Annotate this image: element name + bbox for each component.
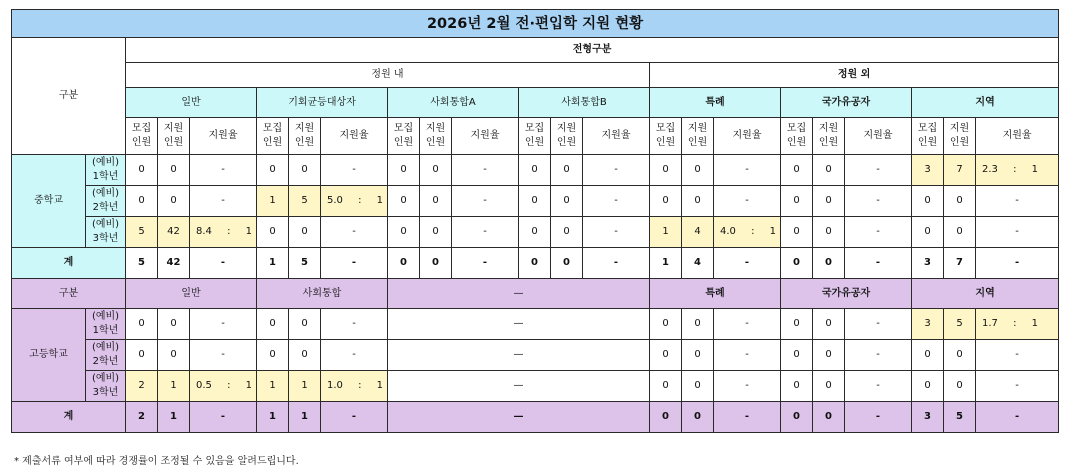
jiwon-total: 0 <box>813 402 845 433</box>
category-header: 특례 <box>650 88 781 118</box>
rate-cell: - <box>190 340 257 371</box>
jiwon-value: 0 <box>158 340 190 371</box>
jiwon-total: 0 <box>682 402 714 433</box>
jiwon-header: 지원 인원 <box>289 118 321 155</box>
rate-header: 지원율 <box>976 118 1059 155</box>
mojip-value: 0 <box>781 340 813 371</box>
rate-cell: - <box>976 371 1059 402</box>
gubun-header-high: 구분 <box>12 279 126 309</box>
mojip-value: 0 <box>650 186 682 217</box>
dash-cell: — <box>388 340 650 371</box>
category-header: 국가유공자 <box>781 279 912 309</box>
mojip-value: 0 <box>126 309 158 340</box>
jiwon-value: 0 <box>420 186 452 217</box>
rate-cell: - <box>845 309 912 340</box>
rate-cell: - <box>452 155 519 186</box>
category-header: 일반 <box>126 279 257 309</box>
dash-cell: — <box>388 371 650 402</box>
mojip-header: 모집 인원 <box>912 118 944 155</box>
rate-cell <box>190 371 257 402</box>
mojip-total: 3 <box>912 402 944 433</box>
jiwon-value: 0 <box>944 340 976 371</box>
dash-cell: — <box>388 279 650 309</box>
mojip-value: 0 <box>519 186 551 217</box>
footnote: * 제출서류 여부에 따라 경쟁률이 조정될 수 있음을 알려드립니다. <box>14 456 299 467</box>
rate-cell: - <box>714 186 781 217</box>
rate-total: - <box>845 402 912 433</box>
rate-value: 1.0 : 1 <box>327 380 383 391</box>
rate-header: 지원율 <box>583 118 650 155</box>
jiwon-value: 0 <box>813 309 845 340</box>
mojip-value: 0 <box>650 371 682 402</box>
gubun-header: 구분 <box>12 38 126 155</box>
grade-label: (예비) 2학년 <box>86 340 126 371</box>
rate-total: - <box>976 248 1059 279</box>
jiwon-value: 0 <box>551 217 583 248</box>
rate-cell: - <box>321 217 388 248</box>
rate-cell: - <box>190 186 257 217</box>
category-header: 사회통합A <box>388 88 519 118</box>
jiwon-value: 0 <box>944 371 976 402</box>
rate-header: 지원율 <box>714 118 781 155</box>
category-header: 지역 <box>912 88 1059 118</box>
mojip-value: 3 <box>912 309 944 340</box>
jiwon-value: 4 <box>682 217 714 248</box>
jiwon-value: 0 <box>420 217 452 248</box>
table-title: 2026년 2월 전·편입학 지원 현황 <box>12 10 1059 38</box>
jiwon-value: 0 <box>813 155 845 186</box>
school-label: 고등학교 <box>12 309 86 402</box>
mojip-header: 모집 인원 <box>781 118 813 155</box>
jiwon-total: 1 <box>289 402 321 433</box>
mojip-header: 모집 인원 <box>388 118 420 155</box>
rate-cell <box>190 217 257 248</box>
jiwon-header: 지원 인원 <box>813 118 845 155</box>
rate-total: - <box>190 402 257 433</box>
rate-value: 5.0 : 1 <box>327 195 383 206</box>
mojip-value: 5 <box>126 217 158 248</box>
rate-value: 1.7 : 1 <box>982 318 1038 329</box>
rate-total: - <box>190 248 257 279</box>
rate-cell: - <box>452 186 519 217</box>
rate-cell: - <box>321 309 388 340</box>
mojip-value: 0 <box>519 217 551 248</box>
rate-cell: - <box>190 155 257 186</box>
rate-cell: - <box>845 217 912 248</box>
mojip-value: 0 <box>650 309 682 340</box>
rate-header: 지원율 <box>452 118 519 155</box>
mojip-total: 1 <box>257 402 289 433</box>
jiwon-value: 7 <box>944 155 976 186</box>
jiwon-value: 0 <box>944 217 976 248</box>
rate-value: 2.3 : 1 <box>982 164 1038 175</box>
jeonhyeong-header: 전형구분 <box>126 38 1059 63</box>
rate-total: - <box>452 248 519 279</box>
jiwon-value: 0 <box>289 217 321 248</box>
jiwon-total: 42 <box>158 248 190 279</box>
category-header: 사회통합 <box>257 279 388 309</box>
jiwon-value: 0 <box>551 155 583 186</box>
grade-label: (예비) 2학년 <box>86 186 126 217</box>
jiwon-value: 5 <box>289 186 321 217</box>
mojip-total: 3 <box>912 248 944 279</box>
rate-cell: - <box>583 217 650 248</box>
rate-total: - <box>714 402 781 433</box>
mojip-value: 0 <box>519 155 551 186</box>
mojip-total: 0 <box>650 402 682 433</box>
mojip-total: 0 <box>781 402 813 433</box>
mojip-total: 0 <box>781 248 813 279</box>
category-header: 국가유공자 <box>781 88 912 118</box>
rate-cell: - <box>976 186 1059 217</box>
jiwon-value: 0 <box>289 340 321 371</box>
jiwon-value: 0 <box>551 186 583 217</box>
mojip-header: 모집 인원 <box>126 118 158 155</box>
mojip-value: 0 <box>388 217 420 248</box>
category-header: 지역 <box>912 279 1059 309</box>
dash-cell: — <box>388 402 650 433</box>
jiwon-value: 0 <box>289 309 321 340</box>
jiwon-value: 1 <box>158 371 190 402</box>
rate-cell: - <box>976 340 1059 371</box>
mojip-total: 1 <box>257 248 289 279</box>
jiwon-total: 7 <box>944 248 976 279</box>
jiwon-header: 지원 인원 <box>682 118 714 155</box>
mojip-value: 0 <box>912 371 944 402</box>
jiwon-value: 0 <box>158 186 190 217</box>
mojip-value: 1 <box>257 186 289 217</box>
mojip-value: 0 <box>126 186 158 217</box>
outside-header: 정원 외 <box>650 63 1059 88</box>
grade-label: (예비) 3학년 <box>86 371 126 402</box>
jiwon-value: 0 <box>682 340 714 371</box>
mojip-total: 1 <box>650 248 682 279</box>
jiwon-header: 지원 인원 <box>944 118 976 155</box>
jiwon-header: 지원 인원 <box>551 118 583 155</box>
mojip-value: 0 <box>912 340 944 371</box>
rate-cell <box>714 217 781 248</box>
rate-cell: - <box>321 340 388 371</box>
category-header: 기회균등대상자 <box>257 88 388 118</box>
jiwon-value: 1 <box>289 371 321 402</box>
rate-cell: - <box>321 155 388 186</box>
rate-total: - <box>321 402 388 433</box>
mojip-value: 1 <box>650 217 682 248</box>
mojip-value: 0 <box>781 371 813 402</box>
category-header: 일반 <box>126 88 257 118</box>
mojip-header: 모집 인원 <box>257 118 289 155</box>
mojip-value: 0 <box>388 155 420 186</box>
rate-cell <box>976 155 1059 186</box>
grade-label: (예비) 1학년 <box>86 155 126 186</box>
jiwon-value: 0 <box>813 217 845 248</box>
rate-total: - <box>714 248 781 279</box>
mojip-value: 0 <box>257 340 289 371</box>
jiwon-total: 0 <box>551 248 583 279</box>
mojip-value: 0 <box>781 309 813 340</box>
rate-cell: - <box>583 186 650 217</box>
rate-cell: - <box>845 340 912 371</box>
mojip-value: 2 <box>126 371 158 402</box>
mojip-total: 0 <box>388 248 420 279</box>
jiwon-total: 0 <box>813 248 845 279</box>
mojip-value: 0 <box>388 186 420 217</box>
mojip-value: 0 <box>257 155 289 186</box>
mojip-value: 0 <box>257 309 289 340</box>
mojip-value: 0 <box>257 217 289 248</box>
school-label: 중학교 <box>12 155 86 248</box>
jiwon-total: 1 <box>158 402 190 433</box>
mojip-total: 5 <box>126 248 158 279</box>
rate-cell: - <box>714 155 781 186</box>
mojip-value: 0 <box>126 340 158 371</box>
rate-cell: - <box>583 155 650 186</box>
rate-total: - <box>583 248 650 279</box>
mojip-value: 3 <box>912 155 944 186</box>
total-label: 계 <box>12 248 126 279</box>
jiwon-value: 42 <box>158 217 190 248</box>
jiwon-value: 0 <box>813 340 845 371</box>
grade-label: (예비) 1학년 <box>86 309 126 340</box>
rate-total: - <box>321 248 388 279</box>
jiwon-total: 0 <box>420 248 452 279</box>
jiwon-value: 0 <box>289 155 321 186</box>
jiwon-value: 0 <box>682 186 714 217</box>
rate-cell <box>321 186 388 217</box>
rate-cell: - <box>845 186 912 217</box>
jiwon-total: 5 <box>289 248 321 279</box>
total-label: 계 <box>12 402 126 433</box>
rate-total: - <box>845 248 912 279</box>
admission-table <box>11 9 1059 433</box>
mojip-value: 0 <box>126 155 158 186</box>
rate-header: 지원율 <box>321 118 388 155</box>
jiwon-value: 0 <box>158 155 190 186</box>
rate-cell: - <box>452 217 519 248</box>
jiwon-total: 5 <box>944 402 976 433</box>
grade-label: (예비) 3학년 <box>86 217 126 248</box>
jiwon-header: 지원 인원 <box>420 118 452 155</box>
jiwon-value: 5 <box>944 309 976 340</box>
jiwon-value: 0 <box>813 186 845 217</box>
mojip-total: 0 <box>519 248 551 279</box>
category-header: 특례 <box>650 279 781 309</box>
jiwon-value: 0 <box>682 155 714 186</box>
jiwon-value: 0 <box>682 309 714 340</box>
rate-value: 0.5 : 1 <box>196 380 252 391</box>
rate-header: 지원율 <box>845 118 912 155</box>
rate-cell: - <box>714 309 781 340</box>
mojip-total: 2 <box>126 402 158 433</box>
jiwon-value: 0 <box>813 371 845 402</box>
jiwon-value: 0 <box>682 371 714 402</box>
rate-total: - <box>976 402 1059 433</box>
mojip-header: 모집 인원 <box>650 118 682 155</box>
mojip-value: 0 <box>650 155 682 186</box>
rate-cell: - <box>190 309 257 340</box>
jiwon-value: 0 <box>420 155 452 186</box>
rate-cell: - <box>845 155 912 186</box>
mojip-value: 0 <box>912 217 944 248</box>
mojip-value: 0 <box>781 217 813 248</box>
mojip-value: 0 <box>781 155 813 186</box>
jiwon-total: 4 <box>682 248 714 279</box>
rate-cell: - <box>976 217 1059 248</box>
rate-cell: - <box>845 371 912 402</box>
category-header: 사회통합B <box>519 88 650 118</box>
mojip-value: 0 <box>650 340 682 371</box>
mojip-value: 1 <box>257 371 289 402</box>
rate-value: 4.0 : 1 <box>720 226 776 237</box>
rate-value: 8.4 : 1 <box>196 226 252 237</box>
jiwon-value: 0 <box>944 186 976 217</box>
admission-status-sheet <box>11 9 1058 433</box>
rate-cell: - <box>714 371 781 402</box>
jiwon-header: 지원 인원 <box>158 118 190 155</box>
jiwon-value: 0 <box>158 309 190 340</box>
rate-header: 지원율 <box>190 118 257 155</box>
rate-cell: - <box>714 340 781 371</box>
rate-cell <box>976 309 1059 340</box>
mojip-header: 모집 인원 <box>519 118 551 155</box>
rate-cell <box>321 371 388 402</box>
inside-header: 정원 내 <box>126 63 650 88</box>
mojip-value: 0 <box>912 186 944 217</box>
mojip-value: 0 <box>781 186 813 217</box>
dash-cell: — <box>388 309 650 340</box>
